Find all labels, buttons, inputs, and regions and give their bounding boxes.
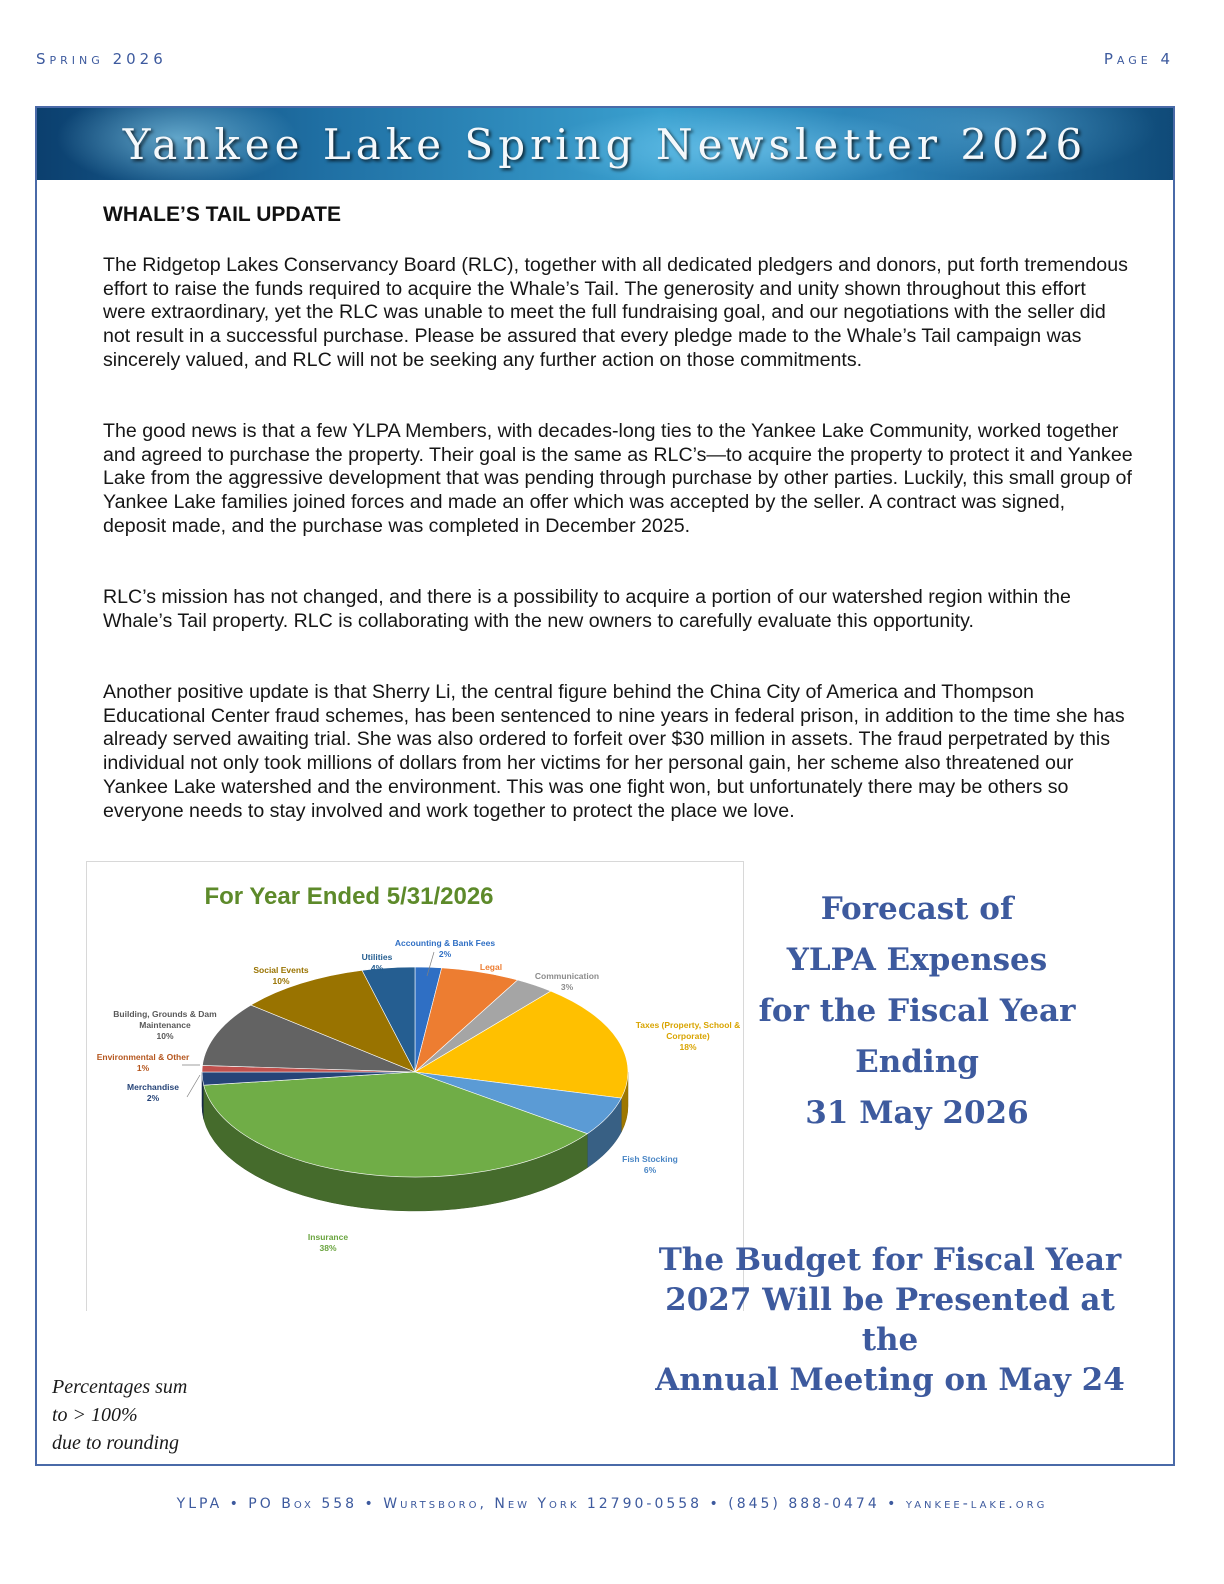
- slice-label-line: Environmental & Other: [96, 1052, 190, 1062]
- slice-label-line: Building, Grounds & Dam: [113, 1009, 217, 1019]
- newsletter-title: Yankee Lake Spring Newsletter 2026: [122, 119, 1088, 169]
- slice-label-line: Social Events: [253, 965, 309, 975]
- slice-percent: 6%: [484, 973, 498, 983]
- rounding-note: [52, 1373, 187, 1457]
- rounding-note-line: Percentages sum: [52, 1376, 188, 1398]
- label-leader-line: [187, 1075, 200, 1097]
- forecast-heading: [752, 884, 1082, 1139]
- slice-label-line: Insurance: [307, 1232, 349, 1242]
- chart-title: For Year Ended 5/31/2026: [204, 883, 494, 910]
- slice-label-line: Fish Stocking: [622, 1154, 678, 1164]
- article-heading: WHALE’S TAIL UPDATE: [103, 203, 341, 226]
- budget-line: Annual Meeting on May 24: [655, 1362, 1125, 1398]
- slice-label: [636, 1020, 741, 1052]
- article-paragraph: Another positive update is that Sherry Li, the central figure behind the China City of America and Thompson Educational Center fraud schemes, has been sentenced to nine years in federal prison, in addition to the time she has already served awaiting trial. She was also ordered to forfeit over $30 million in assets. The fraud perpetrated by this individual not only took millions of dollars from her victims for her personal gain, her scheme also threatened our Yankee Lake watershed and the environment. This was one fight won, but unfortunately there may be others so everyone needs to stay involved and work together to protect the place we love.: [103, 681, 1125, 822]
- article-paragraph: The good news is that a few YLPA Members, with decades-long ties to the Yankee Lake Community, worked together and agreed to purchase the property. Their goal is the same as RLC’s—to acquire the property to protect it and Yankee Lake from the aggressive development that was pending through purchase by other parties. Luckily, this small group of Yankee Lake families joined forces and made an offer which was accepted by the seller. A contract was signed, deposit made, and the purchase was completed in December 2025.: [103, 420, 1133, 537]
- slice-label-line: Accounting & Bank Fees: [394, 938, 496, 948]
- slice-label: [113, 1009, 217, 1041]
- slice-label-line: Merchandise: [127, 1082, 179, 1092]
- budget-announcement: [640, 1240, 1140, 1400]
- rounding-note-line: due to rounding: [52, 1432, 180, 1454]
- slice-percent: 10%: [156, 1031, 174, 1041]
- article-paragraph: RLC’s mission has not changed, and there is a possibility to acquire a portion of our watershed region within the Whale’s Tail property. RLC is collaborating with the new owners to carefully evaluate this opportunity.: [103, 586, 1071, 632]
- slice-percent: 2%: [438, 949, 452, 959]
- slice-percent: 10%: [272, 976, 290, 986]
- slice-percent: 18%: [679, 1042, 697, 1052]
- slice-percent: 4%: [370, 963, 384, 973]
- slice-label: [308, 1232, 348, 1253]
- forecast-line: Ending: [855, 1044, 979, 1080]
- slice-label-line: Taxes (Property, School &: [635, 1020, 741, 1030]
- slice-label: [97, 1052, 190, 1073]
- running-head-page-number: Page 4: [1103, 50, 1174, 68]
- slice-label: [253, 965, 309, 986]
- slice-percent: 6%: [643, 1165, 657, 1175]
- forecast-line: for the Fiscal Year: [758, 993, 1076, 1029]
- article-paragraph: The Ridgetop Lakes Conservancy Board (RLC), together with all dedicated pledgers and donors, put forth tremendous effort to raise the funds required to acquire the Whale’s Tail. The generosity and unity shown throughout this effort were extraordinary, yet the RLC was unable to meet the full fundraising goal, and our negotiations with the seller did not result in a successful purchase. Please be assured that every pledge made to the Whale’s Tail campaign was sincerely valued, and RLC will not be seeking any further action on those commitments.: [103, 254, 1128, 371]
- slice-percent: 2%: [146, 1093, 160, 1103]
- slice-percent: 38%: [319, 1243, 337, 1253]
- slice-label-line: Corporate): [666, 1031, 710, 1041]
- running-head-season: Spring 2026: [36, 50, 167, 68]
- slice-label: [622, 1154, 678, 1175]
- forecast-line: 31 May 2026: [805, 1095, 1029, 1131]
- newsletter-banner: [37, 108, 1173, 180]
- slice-label-line: Legal: [479, 962, 503, 972]
- budget-line: The Budget for Fiscal Year: [658, 1242, 1122, 1278]
- footer-contact: YLPA • PO Box 558 • Wurtsboro, New York 12790-0558 • (845) 888-0474 • yankee-lake.org: [176, 1496, 1048, 1512]
- slice-percent: 3%: [560, 982, 574, 992]
- forecast-line: YLPA Expenses: [786, 942, 1048, 978]
- budget-line: 2027 Will be Presented at the: [665, 1282, 1115, 1358]
- slice-label: [127, 1082, 179, 1103]
- slice-label-line: Communication: [534, 971, 600, 981]
- rounding-note-line: to > 100%: [52, 1404, 138, 1426]
- slice-label-line: Maintenance: [139, 1020, 191, 1030]
- slice-label-line: Utilities: [361, 952, 393, 962]
- forecast-line: Forecast of: [820, 891, 1014, 927]
- slice-label: [395, 938, 495, 959]
- slice-percent: 1%: [136, 1063, 150, 1073]
